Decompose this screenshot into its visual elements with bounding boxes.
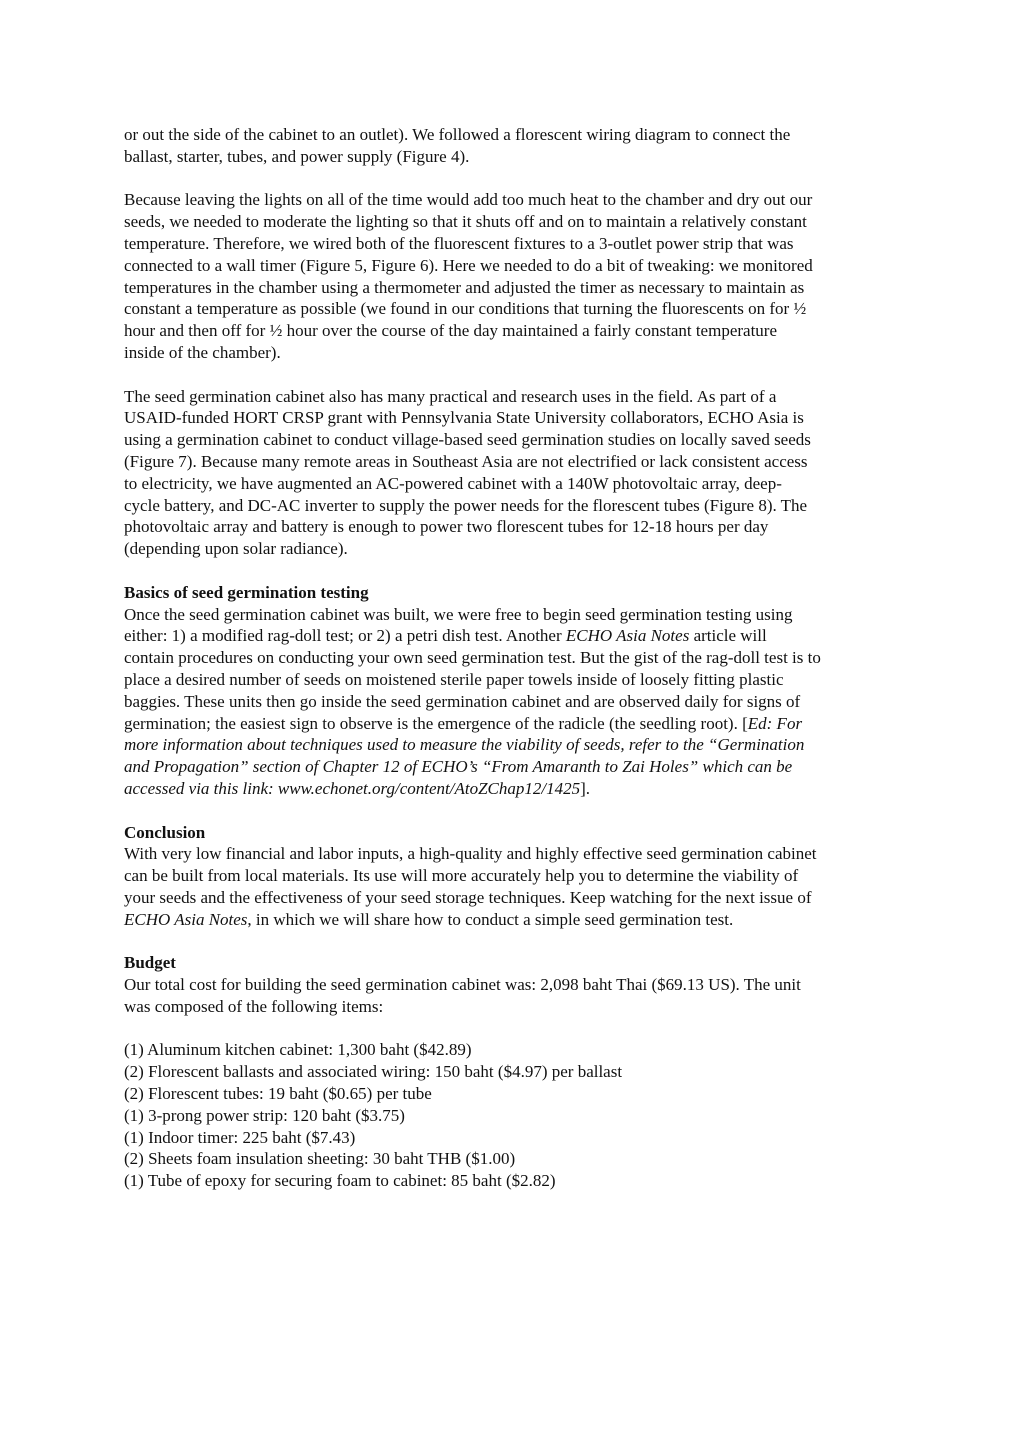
text-run: either: 1) a modified rag-doll test; or 2) a petri dish test. Another <box>124 626 566 646</box>
budget-section <box>124 952 904 1017</box>
text-line <box>124 778 904 800</box>
budget-item: (1) 3-prong power strip: 120 baht ($3.75) <box>124 1105 405 1125</box>
text-line: place a desired number of seeds on moistened sterile paper towels inside of loosely fitting plastic <box>124 669 784 689</box>
lighting-paragraph <box>124 189 904 363</box>
editor-note-line: and Propagation” section of Chapter 12 of ECHO’s “From Amaranth to Zai Holes” which can be <box>124 757 793 777</box>
text-line: your seeds and the effectiveness of your seed storage techniques. Keep watching for the next issue of <box>124 887 812 907</box>
budget-item: (1) Tube of epoxy for securing foam to cabinet: 85 baht ($2.82) <box>124 1171 556 1191</box>
text-run: ]. <box>580 778 591 798</box>
conclusion-heading: Conclusion <box>124 822 206 842</box>
editor-note-line: more information about techniques used to measure the viability of seeds, refer to the “Germination <box>124 735 805 755</box>
text-line: baggies. These units then go inside the seed germination cabinet and are observed daily for signs of <box>124 691 801 711</box>
budget-item: (2) Florescent tubes: 19 baht ($0.65) per tube <box>124 1084 432 1104</box>
text-line: hour and then off for ½ hour over the course of the day maintained a fairly constant temperature <box>124 321 778 341</box>
text-line: USAID-funded HORT CRSP grant with Pennsylvania State University collaborators, ECHO Asia is <box>124 408 804 428</box>
text-run: , in which we will share how to conduct a simple seed germination test. <box>247 909 734 929</box>
text-line: seeds, we needed to moderate the lighting so that it shuts off and on to maintain a relatively constant <box>124 212 807 232</box>
text-line: (Figure 7). Because many remote areas in Southeast Asia are not electrified or lack consistent access <box>124 451 808 471</box>
text-line: Because leaving the lights on all of the time would add too much heat to the chamber and dry out our <box>124 190 813 210</box>
budget-item-list <box>124 1039 904 1192</box>
text-line: ballast, starter, tubes, and power supply (Figure 4). <box>124 146 470 166</box>
text-line: cycle battery, and DC-AC inverter to supply the power needs for the florescent tubes (Figure 8). The <box>124 495 808 515</box>
document-page <box>124 124 904 1192</box>
budget-item: (2) Sheets foam insulation sheeting: 30 baht THB ($1.00) <box>124 1149 516 1169</box>
publication-title: ECHO Asia Notes <box>124 909 248 929</box>
basics-heading: Basics of seed germination testing <box>124 582 369 602</box>
budget-item: (1) Aluminum kitchen cabinet: 1,300 baht ($42.89) <box>124 1040 472 1060</box>
text-line: contain procedures on conducting your own seed germination test. But the gist of the rag-doll test is to <box>124 648 821 668</box>
budget-item: (1) Indoor timer: 225 baht ($7.43) <box>124 1127 356 1147</box>
text-line: constant a temperature as possible (we found in our conditions that turning the fluorescents on for ½ <box>124 299 807 319</box>
intro-paragraph <box>124 124 904 168</box>
text-run: article will <box>689 626 767 646</box>
text-line: Our total cost for building the seed germination cabinet was: 2,098 baht Thai ($69.13 US). The unit <box>124 975 801 995</box>
text-line: temperature. Therefore, we wired both of the fluorescent fixtures to a 3-outlet power strip that was <box>124 233 794 253</box>
text-line: photovoltaic array and battery is enough to power two florescent tubes for 12-18 hours per day <box>124 517 769 537</box>
text-line: to electricity, we have augmented an AC-powered cabinet with a 140W photovoltaic array, deep- <box>124 473 782 493</box>
editor-note: Ed: For <box>747 713 803 733</box>
basics-section <box>124 582 904 800</box>
budget-item: (2) Florescent ballasts and associated wiring: 150 baht ($4.97) per ballast <box>124 1062 623 1082</box>
text-line: can be built from local materials. Its use will more accurately help you to determine the viability of <box>124 866 799 886</box>
text-line: With very low financial and labor inputs, a high-quality and highly effective seed germination cabinet <box>124 844 817 864</box>
text-line: connected to a wall timer (Figure 5, Figure 6). Here we needed to do a bit of tweaking: we monitored <box>124 255 813 275</box>
uses-paragraph <box>124 386 904 560</box>
text-run: germination; the easiest sign to observe is the emergence of the radicle (the seedling root). [ <box>124 713 748 733</box>
publication-title: ECHO Asia Notes <box>565 626 690 646</box>
text-line: The seed germination cabinet also has many practical and research uses in the field. As part of a <box>124 386 777 406</box>
text-line <box>124 713 904 735</box>
text-line: Once the seed germination cabinet was built, we were free to begin seed germination testing using <box>124 604 793 624</box>
editor-note-link: accessed via this link: www.echonet.org/content/AtoZChap12/1425 <box>124 778 581 798</box>
text-line: temperatures in the chamber using a thermometer and adjusted the timer as necessary to maintain as <box>124 277 805 297</box>
text-line: using a germination cabinet to conduct village-based seed germination studies on locally saved seeds <box>124 430 811 450</box>
text-line: or out the side of the cabinet to an outlet). We followed a florescent wiring diagram to connect the <box>124 125 791 144</box>
text-line: inside of the chamber). <box>124 342 281 362</box>
text-line: (depending upon solar radiance). <box>124 539 348 559</box>
conclusion-section <box>124 822 904 931</box>
budget-heading: Budget <box>124 953 176 973</box>
text-line: was composed of the following items: <box>124 996 384 1016</box>
text-line <box>124 625 904 647</box>
text-line <box>124 909 904 931</box>
